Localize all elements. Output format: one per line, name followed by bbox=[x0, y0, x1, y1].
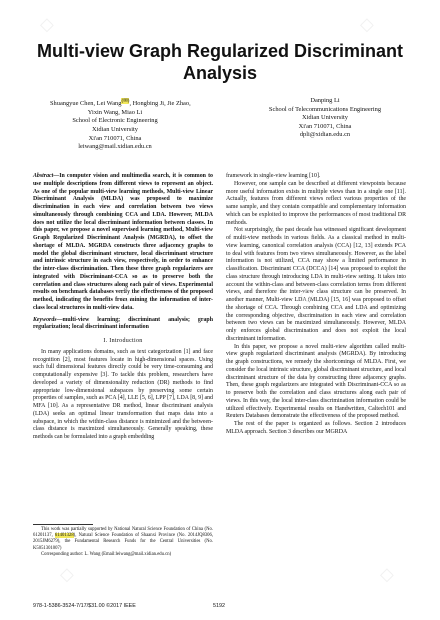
intro-paragraph-3: Not surprisingly, the past decade has witnessed significant development of multi-view methods in various fields. As a classical method in multi-view learning, canonical correlation analysis (CCA) [12, 13] extends PCA to deal with features from two views simultaneously. However, as the label information is not utilized, CCA may show a limited performance in classification. Discriminant CCA (DCCA) [14] was proposed to exploit the class structure through introducing LDA in multi-view setting. It takes into account the within-class and between-class correlation terms from different views, and therefore the inter-view class structure can be preserved. In another manner, Multi-view LDA (MLDA) [15, 16] was proposed to offset the shortage of CCA. Through combining CCA and LDA and optimizing the corresponding objective, discrimination in each view and correlation between two views can be maximized simultaneously. However, MLDA only enforces global discrimination and does not exploit the local discriminant information. bbox=[226, 227, 406, 342]
university-right: Xidian University bbox=[302, 114, 348, 122]
intro-paragraph-1: In many applications domains, such as text categorization [1] and face recognition [2], most features locate in high-dimensional spaces. Using such full dimensional features directly could be very time-consuming and computationally expensive [3]. To tackle this problem, researchers have developed a variety of dimensionality reduction (DR) methods to find appropriate low-dimensional subspaces by preserving some certain properties of samples, such as PCA [4], LLE [5, 6], LPP [7], LDA [8, 9] and MFA [10]. As a representative DR method, linear discriminant analysis (LDA) seeks an optimal linear transformation that maps data into a subspace, in which the within-class distance is minimized and the between-class distance is maximized simultaneously. Generally speaking, these methods can be formulated into a graph embedding bbox=[33, 348, 213, 440]
funding-note: This work was partially supported by National Natural Science Foundation of China (No. 61201137, 61401328), Natural Science Foundation of Shaanxi Province (No. 2014JQ8306, 2015JM6279), the Fundamental Research Funds for the Central Universities (No. K5051301007) bbox=[33, 527, 213, 551]
authors-line-2: Yixin Wang, Miao Li bbox=[87, 108, 143, 116]
email-right: dpli@xidian.edu.cn bbox=[299, 131, 351, 139]
university-left: Xidian University bbox=[92, 125, 138, 133]
highlighted-grant-number: 61401328 bbox=[54, 533, 74, 539]
watermark-glyph: ◇ bbox=[300, 284, 314, 305]
footnote-rule bbox=[33, 524, 93, 525]
corresponding-author-note: Corresponding author: L. Wang (Email:leiwang@mail.xidian.edu.cn) bbox=[41, 551, 172, 557]
paper-title bbox=[30, 40, 410, 84]
affiliation-left bbox=[50, 97, 191, 152]
watermark-glyph: ◇ bbox=[380, 564, 394, 585]
intro-paragraph-4: In this paper, we propose a novel multi-view algorithm called multi-view graph regularized discriminant analysis (MGRDA). By introducing the graph constructions, we remedy the shortcomings of MLDA. First, we consider the local intrinsic structure, global discriminant structure, and local discriminant structure of the data by constructing three adjacency graphs. Then, these graph regularizers are integrated with Discriminant-CCA so as to preserve both the correlation and class structures along each pair of views. In this way, the local inter-class discrimination information could be utilized effectively. Experimental results on Handwritten, Caltech101 and Reuters Databases demonstrate the effectiveness of the proposed method. bbox=[226, 343, 406, 420]
keywords: Keywords—multi-view learning; discriminant analysis; graph regularization; local discriminant information bbox=[33, 316, 213, 331]
intro-continuation: framework in single-view learning [10]. bbox=[226, 173, 321, 179]
authors-line-1: Shuangyue Chen, Lei Wang(✉), Hongbing Ji, Jie Zhao, bbox=[50, 98, 191, 108]
title-line-1: Multi-view Graph Regularized Discriminant bbox=[36, 41, 404, 61]
right-column bbox=[226, 173, 406, 437]
page-number: 5192 bbox=[213, 603, 225, 609]
school-left: School of Electronic Engineering bbox=[72, 117, 158, 125]
footnote bbox=[33, 527, 213, 558]
title-line-2: Analysis bbox=[182, 63, 258, 83]
watermark-glyph: ◇ bbox=[60, 564, 74, 585]
section-heading-introduction: I. Introduction bbox=[103, 338, 143, 344]
affiliation-right bbox=[255, 97, 395, 140]
corresponding-mark: (✉) bbox=[121, 98, 130, 104]
watermark-glyph: ◇ bbox=[360, 14, 374, 35]
watermark-glyph: ◇ bbox=[40, 14, 54, 35]
abstract: Abstract—In computer vision and multimedia search, it is common to use multiple descriptions from different views to represent an object. As one of the popular multi-view learning methods, Multi-view Linear Discriminant Analysis (MLDA) was proposed to maximize discrimination in each view and correlation between two views simultaneously through combining CCA and LDA. However, MLDA does not utilize the local discriminant information between classes. In this paper, we propose a novel supervised learning method, Multi-view Graph Regularized Discriminant Analysis (MGRDA), to offset the shortage of MLDA. MGRDA constructs three adjacency graphs to model the global discriminant structure, local discriminant structure and intrinsic structure in each view, respectively, in order to enhance the inter-class discrimination. Then these three graph regularizers are integrated with Discriminant-CCA so as to preserve both the correlation and class structures along each pair of views. Experimental results on benchmark databases verify the effectiveness of the proposed method, indicating the benefits from mining the information of inter-class local structures in multi-view data. bbox=[33, 173, 213, 311]
left-column bbox=[33, 173, 213, 442]
city-right: Xi'an 710071, China bbox=[298, 122, 352, 130]
footer-isbn: 978-1-5386-3524-7/17/$31.00 ©2017 IEEE bbox=[33, 603, 136, 609]
author-right: Danping Li bbox=[310, 97, 340, 104]
intro-paragraph-2: However, one sample can be described at different viewpoints because more useful information exists in multiple views than in a single one [11]. Actually, features from different views reflect various properties of the same sample, and they contain compatible and complementary information which can be exploited to improve the performances of most traditional DR methods. bbox=[226, 180, 406, 226]
school-right: School of Telecommunications Engineering bbox=[268, 105, 382, 113]
email-left: leiwang@mail.xidian.edu.cn bbox=[78, 143, 152, 151]
intro-paragraph-5: The rest of the paper is organized as follows. Section 2 introduces MLDA approach. Section 3 describes our MGRDA bbox=[226, 421, 406, 435]
watermark-glyph: ◇ bbox=[120, 284, 134, 305]
city-left: Xi'an 710071, China bbox=[88, 134, 142, 142]
